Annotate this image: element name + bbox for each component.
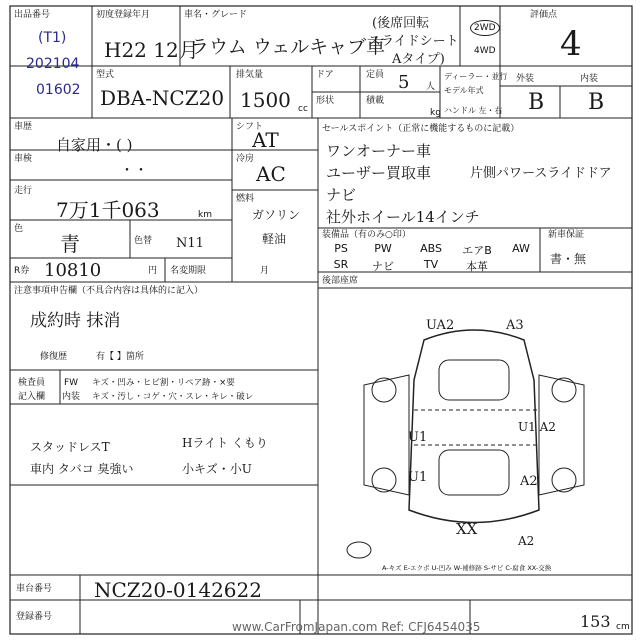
color-value: 青 [60, 232, 80, 256]
mileage-value: 7万1千063 [56, 198, 160, 222]
displacement-unit: cc [298, 104, 308, 114]
sales-points-label: セールスポイント（正常に機能するものに記載） [322, 124, 520, 134]
equip-aw: AW [512, 242, 530, 255]
interior-label: 内装 [580, 74, 599, 84]
new-warranty-value: 書・無 [550, 252, 587, 266]
equip-tv: TV [423, 258, 439, 271]
interior-value: B [588, 90, 605, 115]
proxy-month: 月 [260, 266, 270, 276]
lot-number-line2: 202104 [26, 56, 80, 72]
equipment-label: 装備品（有のみ○印） [322, 230, 411, 240]
sales-point-4: 社外ホイール14インチ [326, 208, 480, 226]
color-change-label: 色替 [134, 236, 153, 246]
color-label: 色 [14, 224, 24, 234]
notes-value: 成約時 抹消 [30, 311, 121, 331]
inspection-value: ・・ [120, 163, 148, 179]
fuel-value-2: 軽油 [262, 232, 287, 246]
damage-legend: A-キズ E-エクボ U-凹み W-補修跡 S-サビ C-腐食 XX-交換 [382, 564, 552, 572]
color-code-value: N11 [176, 236, 204, 251]
chassis-value: NCZ20-0142622 [94, 578, 262, 602]
model-year-label: モデル年式 [444, 86, 484, 95]
memo-line-1: スタッドレスT [30, 440, 110, 454]
inspection-label: 車検 [14, 154, 33, 164]
mileage-unit: km [198, 210, 212, 220]
damage-mark-6: A2 [520, 474, 538, 489]
lot-number-line3: 01602 [36, 82, 81, 98]
mileage-label: 走行 [14, 186, 33, 196]
score-label: 評価点 [530, 10, 558, 20]
drive-4wd: 4WD [474, 46, 496, 56]
first-reg-label: 初度登録年月 [96, 10, 151, 20]
capacity-label: 定員 [366, 70, 385, 80]
dealer-label: ディーラー・並行 [444, 72, 508, 81]
equip-navi: ナビ [372, 260, 394, 273]
equip-pw: PW [374, 242, 392, 255]
length-unit: cm [616, 622, 630, 632]
grade-note-1: (後席回転 [372, 16, 430, 31]
in-label: 内装 [62, 392, 81, 402]
usage-value: 自家用・( ) [56, 136, 133, 154]
exterior-label: 外装 [516, 74, 535, 84]
car-name-label: 車名・グレード [184, 10, 248, 20]
type-label: 型式 [96, 70, 115, 80]
displacement-value: 1500 [240, 88, 291, 112]
repair-value: 有【 】箇所 [96, 352, 144, 362]
fw-label: FW [64, 378, 79, 388]
shape-label: 形状 [316, 96, 335, 106]
score-value: 4 [560, 24, 582, 64]
type-value: DBA-NCZ20 [100, 86, 225, 110]
recycle-value: 10810 [44, 260, 102, 281]
shift-value: AT [252, 128, 279, 152]
damage-mark-1: UA2 [426, 318, 455, 333]
notes-label: 注意事項申告欄（不具合内容は具体的に記入） [14, 286, 204, 296]
fuel-value-1: ガソリン [252, 208, 301, 222]
equip-abs: ABS [420, 242, 442, 255]
damage-mark-2: A3 [506, 318, 524, 333]
in-items: キズ・汚し・コゲ・穴・スレ・キレ・破レ [92, 392, 254, 402]
damage-mark-5: U1 A2 [518, 420, 556, 434]
displacement-label: 排気量 [236, 70, 264, 80]
length-value: 153 [580, 612, 611, 631]
damage-mark-4: U1 [408, 470, 428, 485]
rear-seat-label: 後部座席 [322, 276, 359, 286]
lot-number-line1: (T1) [38, 30, 67, 46]
equip-sr: SR [333, 258, 349, 271]
load-label: 積載 [366, 96, 385, 106]
recycle-unit: 円 [148, 266, 158, 276]
grade-note-2: スライドシート [368, 34, 459, 49]
memo-line-4: 小キズ・小U [182, 462, 252, 476]
fw-items: キズ・凹み・ヒビ割・リペア跡・×要 [92, 378, 235, 388]
shift-label: シフト [236, 122, 264, 132]
grade-note-3: Aタイプ) [392, 52, 445, 67]
memo-line-2: 車内 タバコ 臭強い [30, 462, 134, 476]
first-reg-value: H22 12月 [104, 38, 199, 62]
damage-mark-8: A2 [518, 534, 535, 548]
sales-point-extra: 片側パワースライドドア [470, 166, 612, 181]
repair-label: 修復歴 [40, 352, 68, 362]
aircon-label: 冷房 [236, 154, 255, 164]
reg-label: 登録番号 [16, 612, 53, 622]
watermark: www.CarFromJapan.com Ref: CFJ6454035 [232, 620, 481, 634]
capacity-unit: 人 [426, 82, 436, 92]
recycle-label: R券 [14, 266, 30, 276]
equip-airbag: エアB [462, 244, 492, 257]
load-unit: kg [430, 108, 441, 118]
inspector-label-1: 検査員 [18, 378, 46, 388]
fuel-label: 燃料 [236, 194, 255, 204]
damage-mark-7: XX [456, 520, 478, 538]
sales-point-2: ユーザー買取車 [326, 164, 432, 182]
door-label: ドア [316, 70, 334, 80]
drive-2wd: 2WD [470, 20, 500, 36]
usage-label: 車歴 [14, 122, 33, 132]
lot-label: 出品番号 [14, 10, 51, 20]
car-name-value: ラウム ウェルキャブ車 [190, 36, 386, 58]
memo-line-3: Hライト くもり [182, 436, 268, 450]
inspector-label-2: 記入欄 [18, 392, 46, 402]
proxy-label: 名変期限 [170, 266, 207, 276]
damage-mark-3: U1 [408, 430, 428, 445]
equip-ps: PS [334, 242, 348, 255]
sales-point-3: ナビ [326, 186, 357, 204]
capacity-value: 5 [398, 72, 410, 93]
exterior-value: B [528, 90, 545, 115]
equip-leather: 本革 [466, 260, 488, 273]
new-warranty-label: 新車保証 [548, 230, 585, 240]
sales-point-1: ワンオーナー車 [326, 142, 432, 160]
aircon-value: AC [256, 162, 286, 186]
handle-label: ハンドル 左・右 [444, 106, 503, 115]
chassis-label: 車台番号 [16, 584, 53, 594]
